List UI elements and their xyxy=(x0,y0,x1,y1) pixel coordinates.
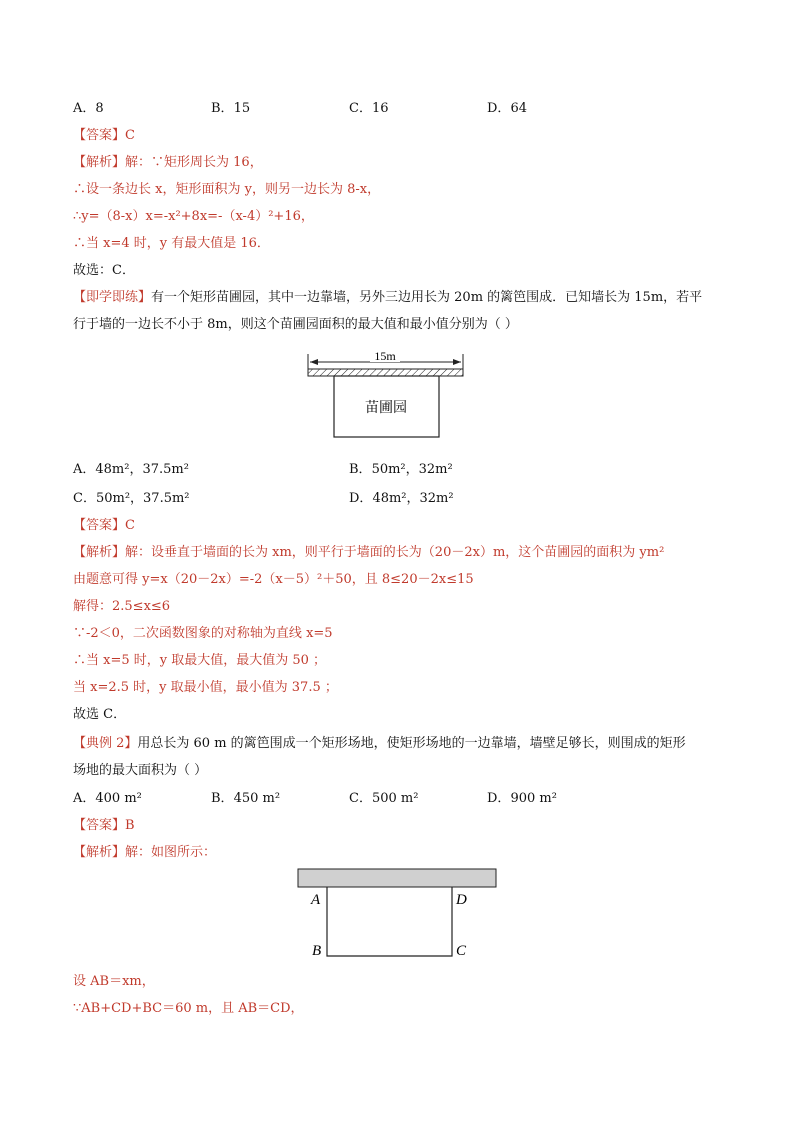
fence-lines xyxy=(327,887,452,956)
wall-hatch xyxy=(308,369,463,376)
practice-option-d: D．48m²，32m² xyxy=(349,491,454,506)
example2-stem-2: 场地的最大面积为（ ） xyxy=(73,763,208,778)
practice-option-a: A．48m²，37.5m² xyxy=(73,462,189,477)
q1-option-b: B．15 xyxy=(211,101,251,116)
q1-analysis-4: ∴当 x=4 时，y 有最大值是 16． xyxy=(73,236,270,251)
q1-analysis-2: ∴设一条边长 x，矩形面积为 y，则另一边长为 8-x， xyxy=(73,182,381,197)
practice-analysis-4: ∵-2＜0，二次函数图象的对称轴为直线 x=5 xyxy=(73,626,333,641)
practice-option-c: C．50m²，37.5m² xyxy=(73,491,190,506)
wall-length-label: 15m xyxy=(374,349,396,363)
practice-conclusion: 故选 C． xyxy=(73,707,127,722)
example2-analysis-3: ∵AB+CD+BC＝60 m，且 AB＝CD， xyxy=(73,1001,304,1016)
example2-analysis-2: 设 AB＝xm， xyxy=(73,974,155,989)
practice-option-b: B．50m²，32m² xyxy=(349,462,453,477)
garden-figure xyxy=(298,348,473,443)
arrow-left-icon xyxy=(310,359,318,365)
q1-option-c: C．16 xyxy=(349,101,389,116)
q1-option-a: A．8 xyxy=(73,101,104,116)
practice-answer: 【答案】C xyxy=(73,518,135,533)
example2-stem-1: 【典例 2】用总长为 60 m 的篱笆围成一个矩形场地，使矩形场地的一边靠墙，墙壁足够长，则围成的矩形 xyxy=(73,736,686,751)
vertex-d-label: D xyxy=(456,892,467,908)
q1-conclusion: 故选：C． xyxy=(73,263,135,278)
practice-stem-1: 【即学即练】有一个矩形苗圃园，其中一边靠墙，另外三边用长为 20m 的篱笆围成．已知墙长为 15m，若平 xyxy=(73,290,703,305)
practice-stem-2: 行于墙的一边长不小于 8m，则这个苗圃园面积的最大值和最小值分别为（ ） xyxy=(73,317,518,332)
practice-analysis-1: 【解析】解：设垂直于墙面的长为 xm，则平行于墙面的长为（20－2x）m，这个苗圃园的面积为 ym² xyxy=(73,545,665,560)
vertex-c-label: C xyxy=(456,943,467,959)
rectangle-wall-figure xyxy=(296,867,501,962)
vertex-a-label: A xyxy=(311,892,321,908)
example2-option-a: A．400 m² xyxy=(73,791,142,806)
practice-analysis-2: 由题意可得 y=x（20－2x）=-2（x－5）²＋50，且 8≤20－2x≤15 xyxy=(73,572,474,587)
garden-label: 苗圃园 xyxy=(365,400,407,416)
example2-option-c: C．500 m² xyxy=(349,791,419,806)
example2-analysis-1: 【解析】解：如图所示： xyxy=(73,845,217,860)
practice-analysis-5: ∴当 x=5 时，y 取最大值，最大值为 50 ； xyxy=(73,653,327,668)
arrow-right-icon xyxy=(453,359,461,365)
example2-answer: 【答案】B xyxy=(73,818,135,833)
example2-option-b: B．450 m² xyxy=(211,791,281,806)
example2-option-d: D．900 m² xyxy=(487,791,557,806)
vertex-b-label: B xyxy=(312,943,322,959)
q1-answer: 【答案】C xyxy=(73,128,135,143)
q1-option-d: D．64 xyxy=(487,101,527,116)
q1-analysis-3: ∴y=（8-x）x=-x²+8x=-（x-4）²+16， xyxy=(73,209,314,224)
q1-analysis-1: 【解析】解：∵矩形周长为 16， xyxy=(73,155,263,170)
practice-analysis-6: 当 x=2.5 时，y 取最小值，最小值为 37.5 ； xyxy=(73,680,338,695)
wall-bar xyxy=(298,869,496,887)
practice-analysis-3: 解得：2.5≤x≤6 xyxy=(73,599,171,614)
